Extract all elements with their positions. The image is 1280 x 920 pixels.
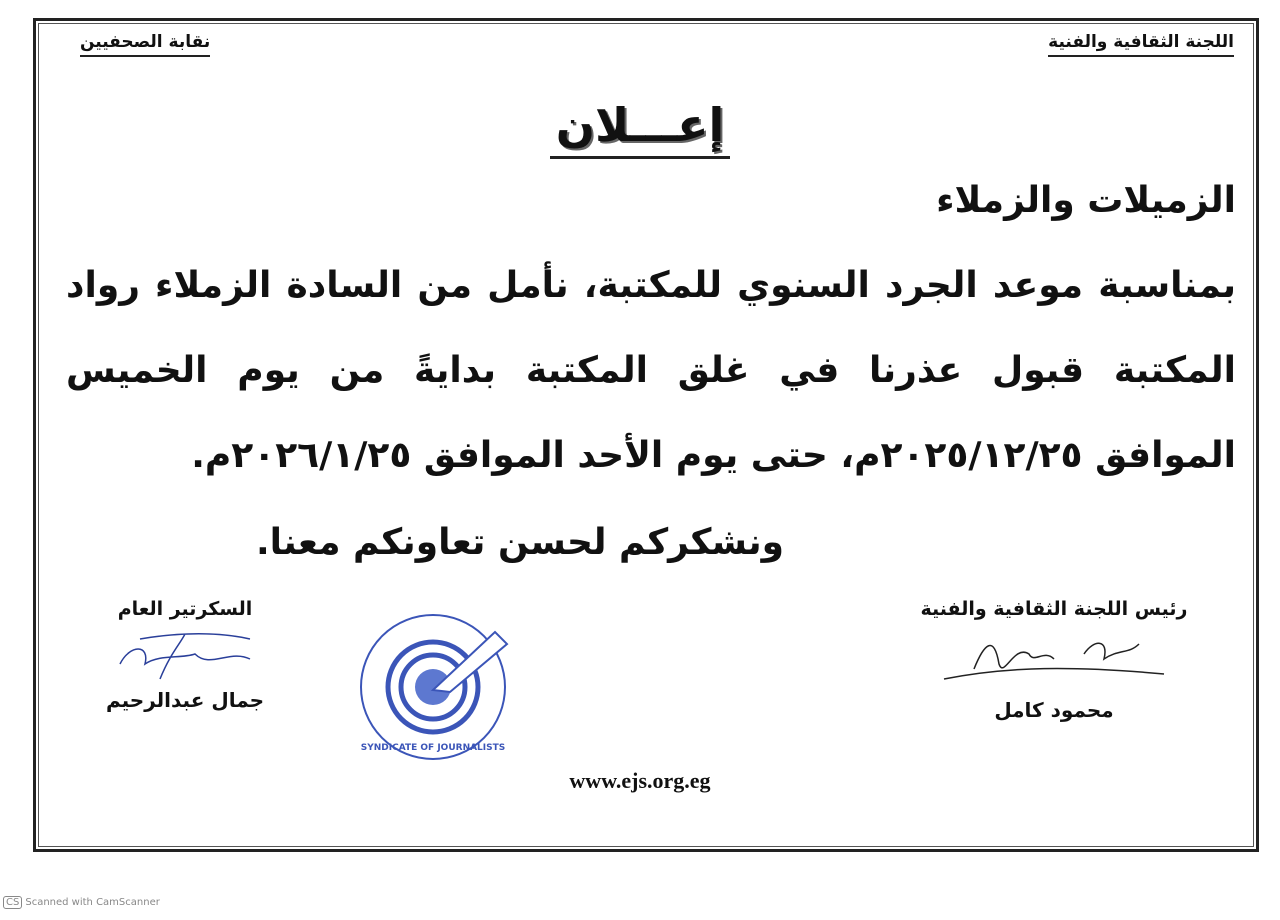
- watermark-text: Scanned with CamScanner: [25, 897, 160, 908]
- signature-block-chair: [894, 598, 1214, 722]
- website-link[interactable]: www.ejs.org.eg: [569, 768, 711, 793]
- body-line-3: الموافق ٢٠٢٥/١٢/٢٥م، حتى يوم الأحد الموافق ٢٠٢٦/١/٢٥م.: [191, 435, 1236, 476]
- body-line-1: بمناسبة موعد الجرد السنوي للمكتبة، نأمل من السادة الزملاء رواد: [66, 265, 1236, 306]
- committee-header: اللجنة الثقافية والفنية: [1048, 32, 1234, 57]
- secretary-role: السكرتير العام: [117, 598, 253, 620]
- chair-role: رئيس اللجنة الثقافية والفنية: [920, 598, 1188, 620]
- secretary-name: جمال عبدالرحيم: [105, 688, 265, 712]
- chair-name: محمود كامل: [994, 698, 1114, 722]
- title-text: إعـــلان: [550, 98, 731, 159]
- thanks-line: ونشكركم لحسن تعاونكم معنا.: [255, 522, 785, 563]
- announcement-title: [0, 98, 1280, 159]
- greeting: الزميلات والزملاء: [936, 180, 1236, 221]
- handwritten-signature-icon: [100, 624, 270, 684]
- syndicate-stamp-icon: [355, 612, 515, 762]
- stamp-english-text: SYNDICATE OF JOURNALISTS: [360, 743, 506, 753]
- body-line-2: المكتبة قبول عذرنا في غلق المكتبة بدايةً من يوم الخميس: [66, 350, 1236, 391]
- signature-block-secretary: [80, 598, 290, 712]
- handwritten-signature-icon: [934, 624, 1174, 694]
- syndicate-header: نقابة الصحفيين: [80, 32, 210, 57]
- camscanner-watermark: CS Scanned with CamScanner: [3, 897, 160, 908]
